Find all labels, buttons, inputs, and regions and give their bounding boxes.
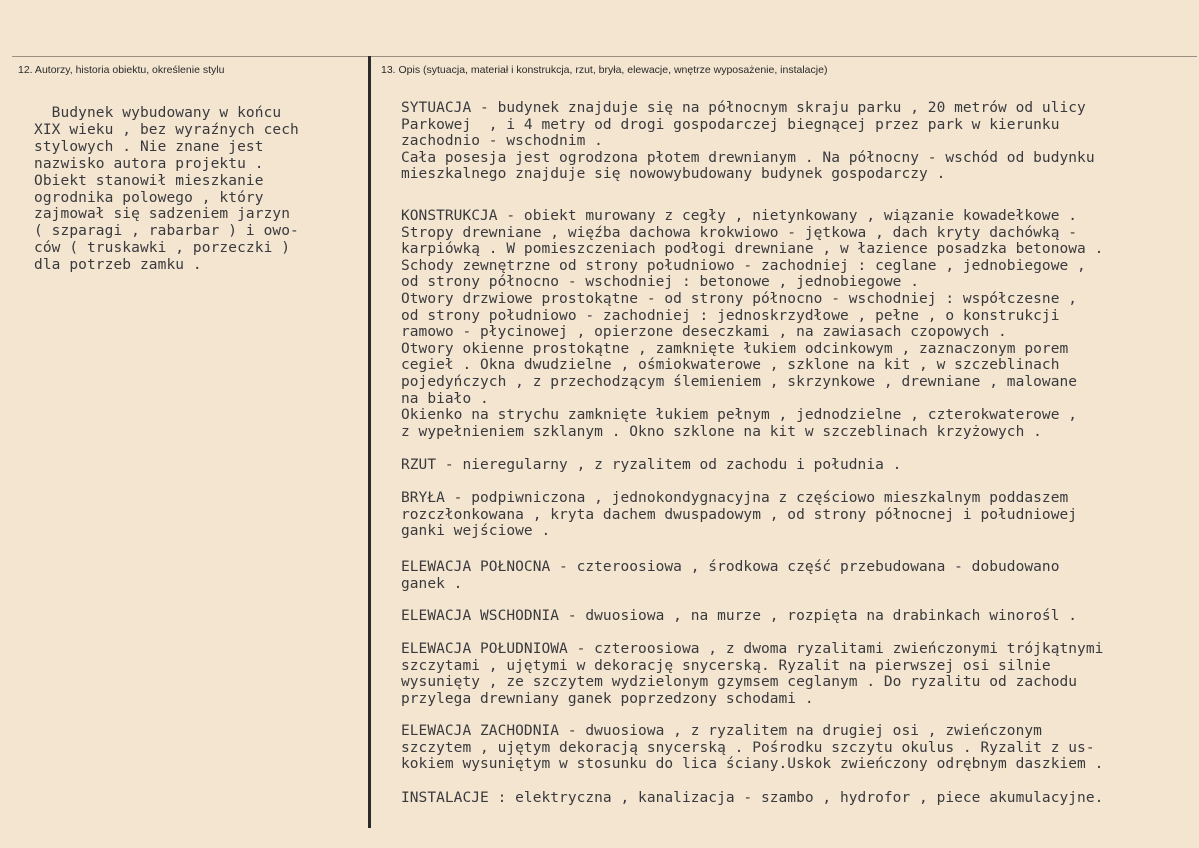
text-line: szczytami , ujętymi w dekorację snycerską. Ryzalit na pierwszej osi silnie [401, 657, 1051, 674]
text-line: pojedyńczych , z przechodzącym ślemieniem , skrzynkowe , drewniane , malowane [401, 373, 1078, 390]
section-instalacje [401, 790, 1191, 807]
text-line: ganek . [401, 575, 463, 592]
text-line: od strony południowo - zachodniej : jednoskrzydłowe , pełne , o konstrukcji [401, 307, 1060, 324]
section-rzut [401, 457, 1191, 474]
history-text [34, 105, 354, 274]
text-line: RZUT - nieregularny , z ryzalitem od zachodu i południa . [401, 457, 902, 473]
text-line: Okienko na strychu zamknięte łukiem pełnym , jednodzielne , czterokwaterowe , [401, 407, 1078, 424]
section-elewacja-wschodnia [401, 608, 1191, 625]
text-line: od strony północno - wschodniej : betonowe , jednobiegowe . [401, 274, 920, 291]
text-line: Stropy drewniane , więźba dachowa krokwiowo - jętkowa , dach kryty dachówką - [401, 224, 1078, 241]
text-line: Otwory drzwiowe prostokątne - od strony północno - wschodniej : współczesne , [401, 290, 1078, 307]
column-divider [368, 56, 371, 828]
text-line: ELEWACJA POŁUDNIOWA - czteroosiowa , z dwoma ryzalitami zwieńczonymi trójkątnymi [401, 641, 1104, 657]
text-line: ELEWACJA POŁNOCNA - czteroosiowa , środkowa część przebudowana - dobudowano [401, 559, 1060, 575]
text-line: ELEWACJA WSCHODNIA - dwuosiowa , na murze , rozpięta na drabinkach winorośl . [401, 608, 1078, 624]
section-bryla [401, 490, 1191, 540]
text-line: przylega drewniany ganek poprzedzony schodami . [401, 690, 814, 707]
text-line: ców ( truskawki , porzeczki ) [34, 240, 291, 257]
section-elewacja-poludniowa [401, 641, 1191, 707]
text-line: Cała posesja jest ogrodzona płotem drewnianym . Na północny - wschód od budynku [401, 149, 1095, 166]
text-line: ramowo - płycinowej , opierzone deseczkami , na zawiasach czopowych . [401, 324, 1007, 341]
text-line: szczytem , ujętym dekoracją snycerską . Pośrodku szczytu okulus . Ryzalit z us- [401, 739, 1095, 756]
text-line: KONSTRUKCJA - obiekt murowany z cegły , nietynkowany , wiązanie kowadełkowe . [401, 208, 1078, 224]
text-line: Otwory okienne prostokątne , zamknięte łukiem odcinkowym , zaznaczonym porem [401, 340, 1069, 357]
text-line: wysunięty , ze szczytem wydzielonym gzymsem ceglanym . Do ryzalitu od zachodu [401, 674, 1078, 691]
text-line: XIX wieku , bez wyraźnych cech [34, 121, 299, 138]
text-line: INSTALACJE : elektryczna , kanalizacja - szambo , hydrofor , piece akumulacyjne. [401, 790, 1104, 806]
text-line: ogrodnika polowego , który [34, 189, 264, 206]
text-line: ganki wejściowe . [401, 523, 551, 540]
text-line: zajmował się sadzeniem jarzyn [34, 206, 291, 223]
text-line: SYTUACJA - budynek znajduje się na północnym skraju parku , 20 metrów od ulicy [401, 100, 1086, 116]
text-line: ( szparagi , rabarbar ) i owo- [34, 223, 299, 240]
text-line: Obiekt stanowił mieszkanie [34, 172, 264, 189]
section-elewacja-zachodnia [401, 723, 1191, 773]
text-line: rozczłonkowana , kryta dachem dwuspadowym , od strony północnej i południowej [401, 506, 1078, 523]
top-rule [12, 56, 1197, 57]
text-line: nazwisko autora projektu . [34, 155, 264, 172]
section-sytuacja [401, 100, 1191, 183]
text-line: na biało . [401, 390, 489, 407]
text-line: dla potrzeb zamku . [34, 257, 202, 274]
text-line: ELEWACJA ZACHODNIA - dwuosiowa , z ryzalitem na drugiej osi , zwieńczonym [401, 723, 1042, 739]
text-line: Budynek wybudowany w końcu [34, 105, 282, 121]
text-line: BRYŁA - podpiwniczona , jednokondygnacyjna z częściowo mieszkalnym poddaszem [401, 490, 1069, 506]
text-line: stylowych . Nie znane jest [34, 138, 264, 155]
text-line: z wypełnieniem szklanym . Okno szklone na kit w szczeblinach krzyżowych . [401, 423, 1042, 440]
text-line: Schody zewnętrzne od strony południowo - zachodniej : ceglane , jednobiegowe , [401, 257, 1086, 274]
section-konstrukcja [401, 208, 1191, 440]
description-heading: 13. Opis (sytuacja, materiał i konstrukcja, rzut, bryła, elewacje, wnętrze wyposażenie, instalacje) [381, 64, 828, 76]
text-line: zachodnio - wschodnim . [401, 133, 603, 150]
text-line: cegieł . Okna dwudzielne , ośmiokwaterowe , szklone na kit , w szczeblinach [401, 357, 1060, 374]
section-elewacja-polnocna [401, 559, 1191, 592]
history-heading: 12. Autorzy, historia obiektu, określenie stylu [18, 64, 225, 76]
text-line: karpiówką . W pomieszczeniach podłogi drewniane , w łazience posadzka betonowa . [401, 241, 1104, 258]
text-line: mieszkalnego znajduje się nowowybudowany budynek gospodarczy . [401, 166, 946, 183]
text-line: kokiem wysuniętym w stosunku do lica ściany.Uskok zwieńczony odrębnym daszkiem . [401, 756, 1104, 773]
text-line: Parkowej , i 4 metry od drogi gospodarczej biegnącej przez park w kierunku [401, 116, 1060, 133]
